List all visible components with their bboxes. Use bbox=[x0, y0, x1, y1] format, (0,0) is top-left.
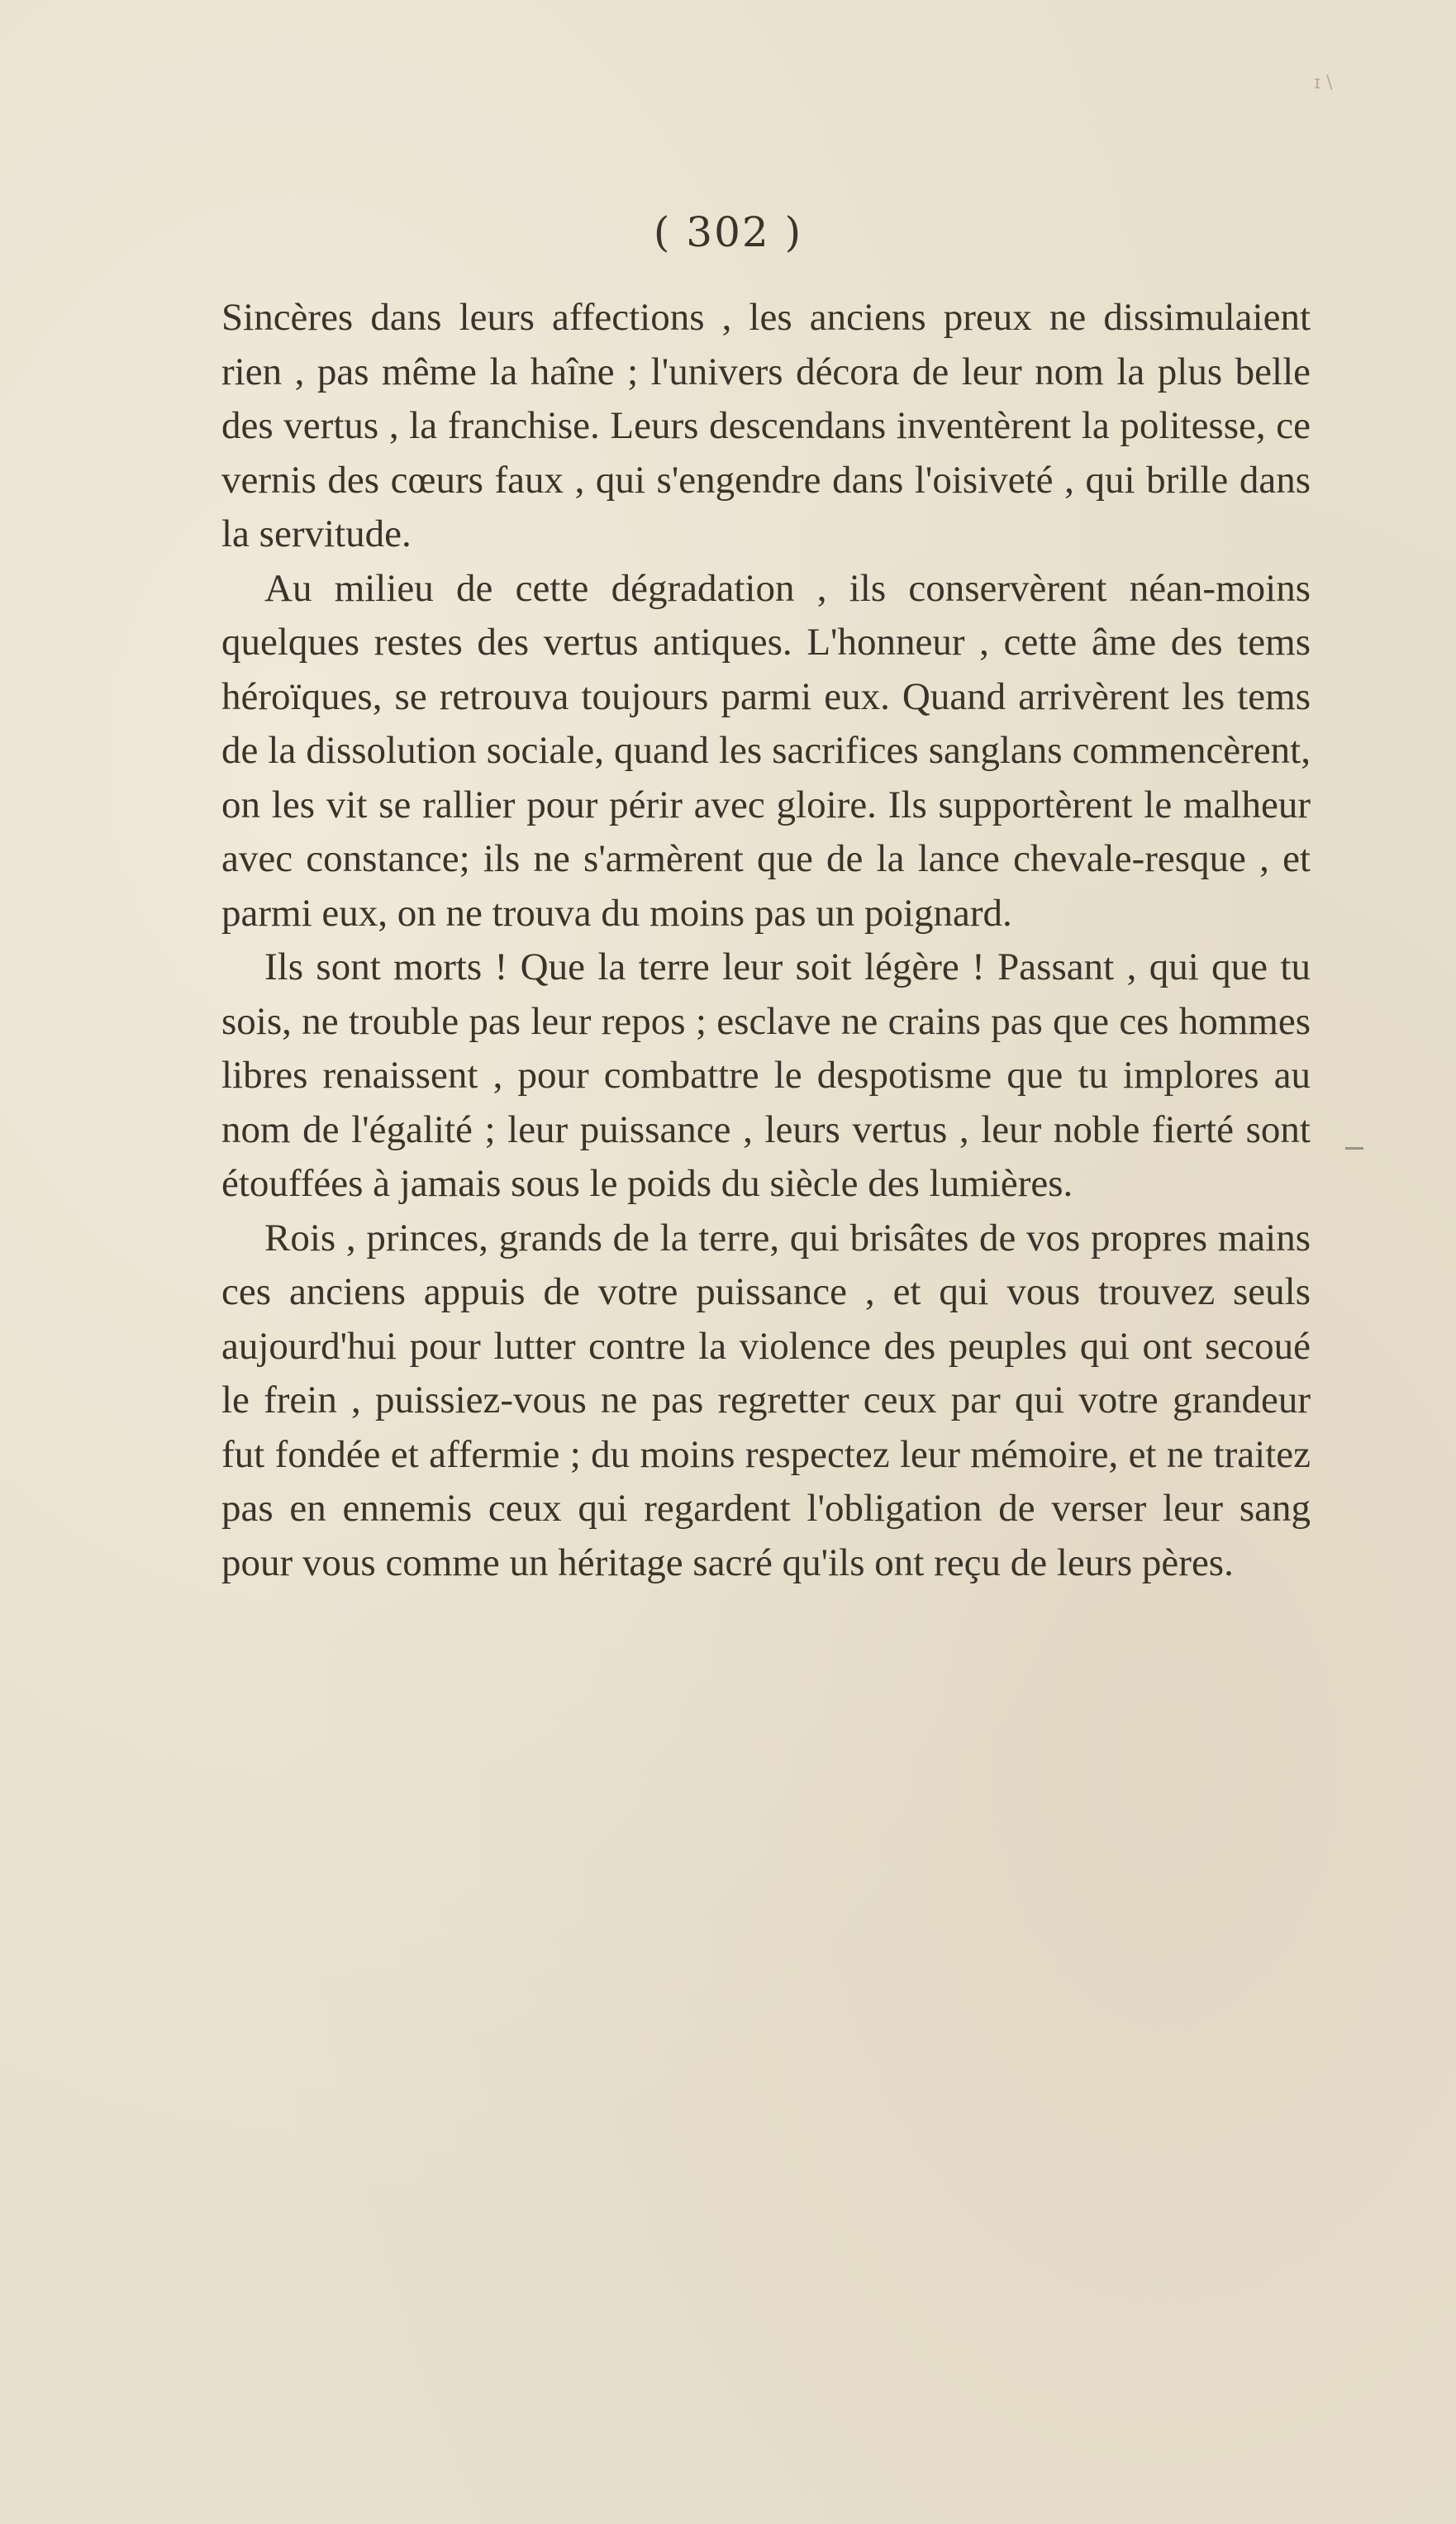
paragraph-3: Ils sont morts ! Que la terre leur soit légère ! Passant , qui que tu sois, ne trouble pas leur repos ; esclave ne crains pas que ces hommes libres renaissent , pour combattre le despotisme que tu implores au nom de l'égalité ; leur puissance , leurs vertus , leur noble fierté sont étouffées à jamais sous le poids du siècle des lumières. bbox=[221, 945, 1311, 1205]
body-text bbox=[221, 291, 1311, 1590]
paragraph-4: Rois , princes, grands de la terre, qui brisâtes de vos propres mains ces anciens appuis de votre puissance , et qui vous trouvez seuls aujourd'hui pour lutter contre la violence des peuples qui ont secoué le frein , puissiez-vous ne pas regretter ceux par qui votre grandeur fut fondée et affermie ; du moins respectez leur mémoire, et ne traitez pas en ennemis ceux qui regardent l'obligation de verser leur sang pour vous comme un héritage sacré qu'ils ont reçu de leurs pères. bbox=[221, 1216, 1311, 1584]
margin-mark bbox=[1345, 1147, 1363, 1150]
paragraph-2: Au milieu de cette dégradation , ils conservèrent néan-moins quelques restes des vertus antiques. L'honneur , cette âme des tems héroïques, se retrouva toujours parmi eux. Quand arrivèrent les tems de la dissolution sociale, quand les sacrifices sanglans commencèrent, on les vit se rallier pour périr avec gloire. Ils supportèrent le malheur avec constance; ils ne s'armèrent que de la lance chevale-resque , et parmi eux, on ne trouva du moins pas un poignard. bbox=[221, 566, 1311, 935]
corner-mark: ɪ \ bbox=[1314, 73, 1333, 93]
paragraph-1: Sincères dans leurs affections , les anciens preux ne dissimulaient rien , pas même la haîne ; l'univers décora de leur nom la plus belle des vertus , la franchise. Leurs descendans inventèrent la politesse, ce vernis des cœurs faux , qui s'engendre dans l'oisiveté , qui brille dans la servitude. bbox=[221, 296, 1311, 555]
page-number: ( 302 ) bbox=[653, 208, 803, 256]
